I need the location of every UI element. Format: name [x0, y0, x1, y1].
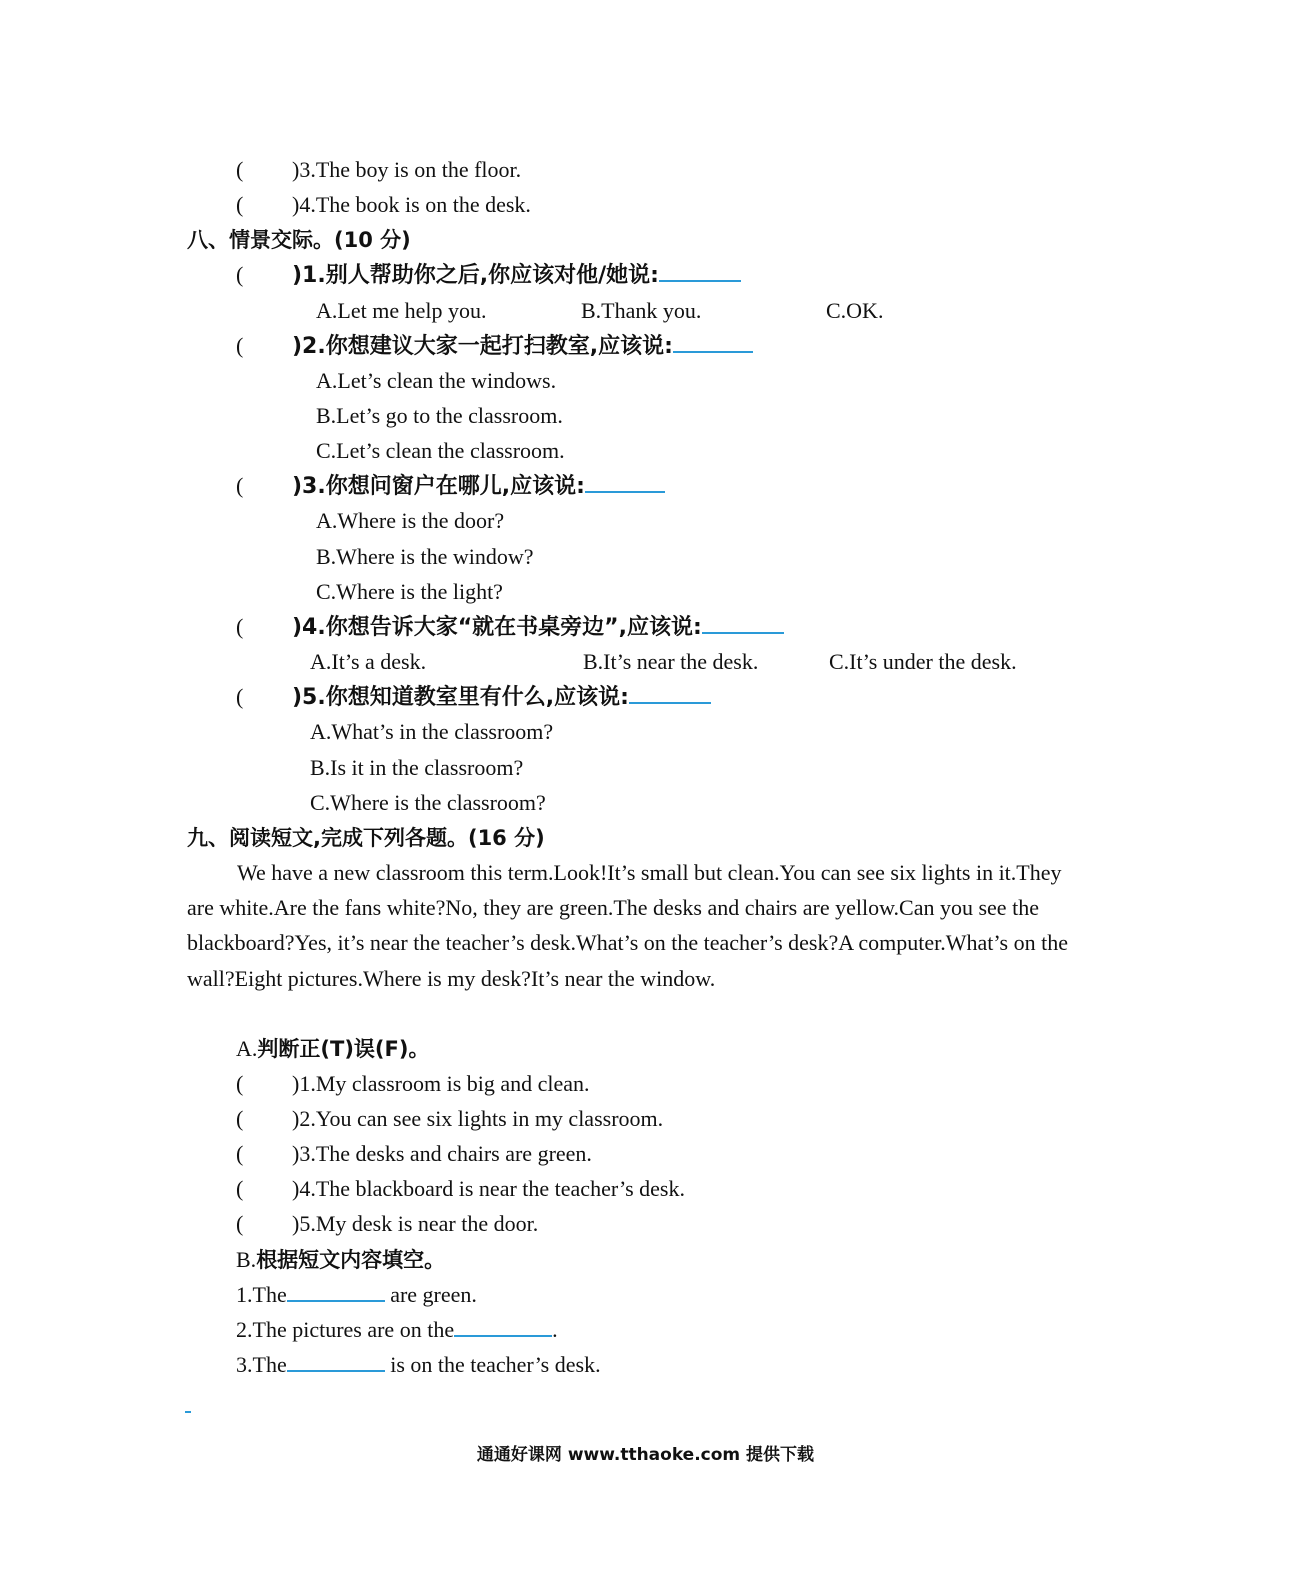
- answer-paren: (: [236, 473, 244, 498]
- section8-title: 八、情景交际。(10 分): [187, 228, 411, 252]
- section8-q3-option-b: B.Where is the window?: [316, 544, 534, 569]
- fill-blank: [287, 1282, 385, 1302]
- section8-q3-option-a: A.Where is the door?: [316, 508, 505, 533]
- answer-paren: (: [236, 157, 244, 182]
- answer-paren: (: [236, 1211, 244, 1236]
- answer-paren: (: [236, 684, 244, 709]
- answer-blank: [673, 333, 753, 353]
- section8-q5-prompt: )5.你想知道教室里有什么,应该说:: [292, 684, 711, 711]
- section7-item-4: )4.The book is on the desk.: [292, 192, 531, 217]
- part-b-title: B.根据短文内容填空。: [236, 1247, 446, 1272]
- answer-blank: [659, 262, 741, 282]
- answer-paren: (: [236, 262, 244, 287]
- answer-blank: [585, 473, 665, 493]
- answer-paren: (: [236, 1176, 244, 1201]
- section8-q4-option-c: C.It’s under the desk.: [829, 649, 1017, 674]
- part-a-item-1: )1.My classroom is big and clean.: [292, 1071, 590, 1096]
- section8-q3-prompt: )3.你想问窗户在哪儿,应该说:: [292, 473, 665, 500]
- section8-q1-option-a: A.Let me help you.: [316, 298, 487, 323]
- part-b-item-2: 2.The pictures are on the .: [236, 1317, 558, 1342]
- part-b-item-3: 3.The is on the teacher’s desk.: [236, 1352, 601, 1377]
- section8-q2-option-a: A.Let’s clean the windows.: [316, 368, 557, 393]
- section8-q1-option-b: B.Thank you.: [581, 298, 702, 323]
- section8-q5-option-b: B.Is it in the classroom?: [310, 755, 524, 780]
- answer-paren: (: [236, 1106, 244, 1131]
- part-a-item-3: )3.The desks and chairs are green.: [292, 1141, 592, 1166]
- part-a-item-5: )5.My desk is near the door.: [292, 1211, 539, 1236]
- section8-q3-option-c: C.Where is the light?: [316, 579, 503, 604]
- section8-q1-option-c: C.OK.: [826, 298, 884, 323]
- answer-paren: (: [236, 1141, 244, 1166]
- answer-paren: (: [236, 333, 244, 358]
- part-a-item-4: )4.The blackboard is near the teacher’s desk.: [292, 1176, 685, 1201]
- section9-title: 九、阅读短文,完成下列各题。(16 分): [187, 826, 545, 850]
- answer-blank: [629, 684, 711, 704]
- answer-paren: (: [236, 1071, 244, 1096]
- section8-q4-option-a: A.It’s a desk.: [310, 649, 427, 674]
- part-a-item-2: )2.You can see six lights in my classroom.: [292, 1106, 664, 1131]
- section7-item-3: )3.The boy is on the floor.: [292, 157, 522, 182]
- answer-paren: (: [236, 192, 244, 217]
- reading-passage: [187, 855, 1092, 996]
- reading-passage-text: We have a new classroom this term.Look!It’s small but clean.You can see six lights in it.They are white.Are the fans white?No, they are green.The desks and chairs are yellow.Can you see the blackboard?Yes, it’s near the teacher’s desk.What’s on the teacher’s desk?A computer.What’s on the wall?Eight pictures.Where is my desk?It’s near the window.: [187, 860, 1068, 991]
- part-a-title: A.判断正(T)误(F)。: [236, 1036, 430, 1061]
- fill-blank: [454, 1317, 552, 1337]
- section8-q5-option-c: C.Where is the classroom?: [310, 790, 546, 815]
- answer-paren: (: [236, 614, 244, 639]
- answer-blank: [702, 614, 784, 634]
- section8-q4-prompt: )4.你想告诉大家“就在书桌旁边”,应该说:: [292, 614, 784, 641]
- section8-q4-option-b: B.It’s near the desk.: [583, 649, 759, 674]
- section8-q5-option-a: A.What’s in the classroom?: [310, 719, 554, 744]
- part-b-item-1: 1.The are green.: [236, 1282, 477, 1307]
- section8-q2-option-c: C.Let’s clean the classroom.: [316, 438, 565, 463]
- blue-mark: [185, 1411, 191, 1413]
- section8-q2-option-b: B.Let’s go to the classroom.: [316, 403, 563, 428]
- section8-q1-prompt: )1.别人帮助你之后,你应该对他/她说:: [292, 262, 741, 289]
- footer-source: 通通好课网 www.tthaoke.com 提供下载: [476, 1445, 815, 1465]
- section8-q2-prompt: )2.你想建议大家一起打扫教室,应该说:: [292, 333, 753, 360]
- fill-blank: [287, 1352, 385, 1372]
